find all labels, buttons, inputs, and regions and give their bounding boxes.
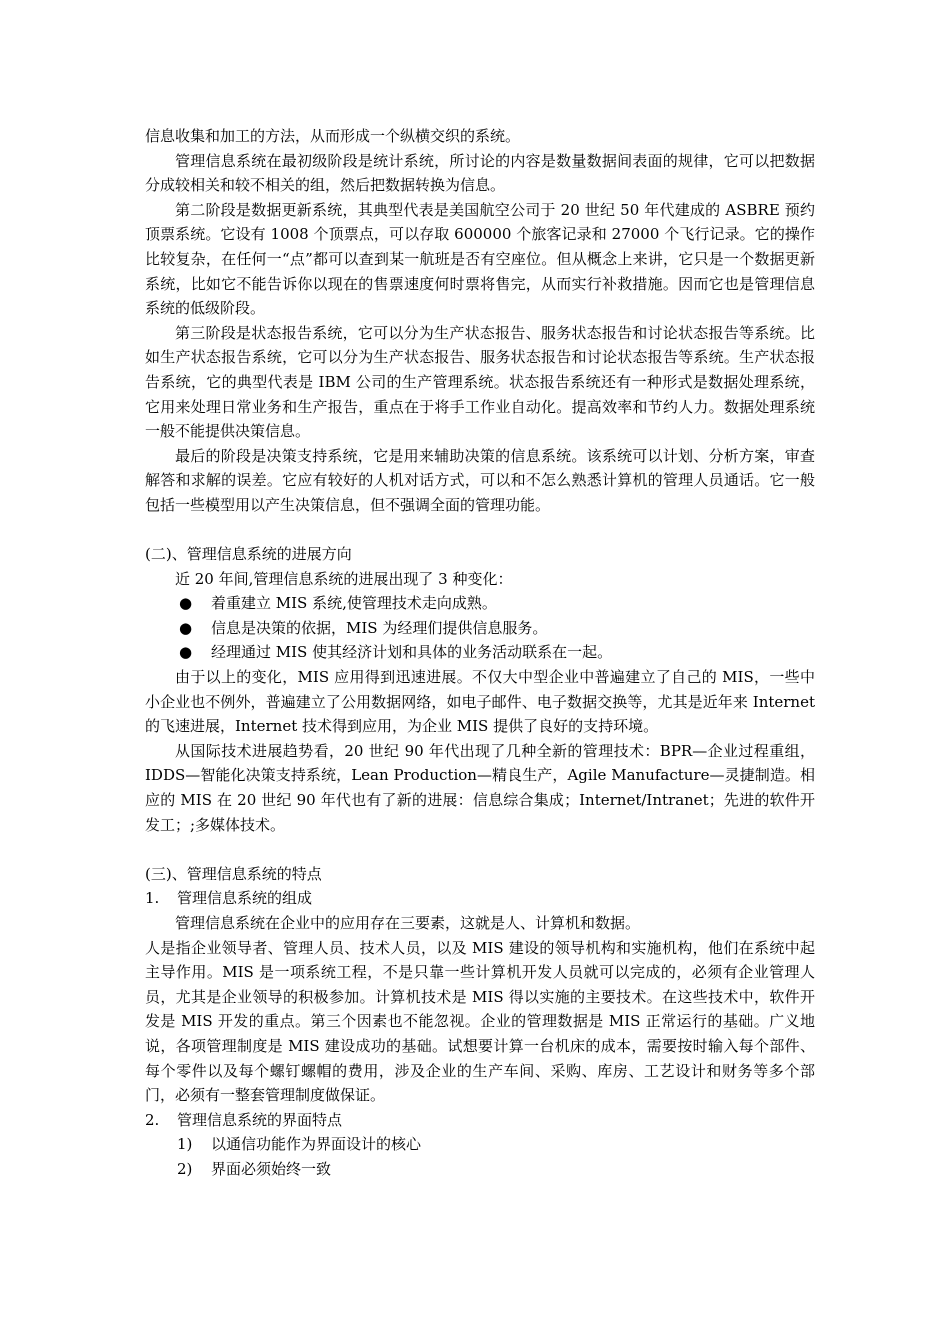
development-paragraph-1: 由于以上的变化，MIS 应用得到迅速进展。不仅大中型企业中普遍建立了自己的 MIS，一些中小企业也不例外，普遍建立了公用数据网络，如电子邮件、电子数据交换等，尤其是近年来 Internet 的飞速进展，Internet 技术得到应用，为企业 MIS 提供了良好的支持环境。 [145, 668, 815, 736]
sub-item-text: 界面必须始终一致 [211, 1159, 332, 1178]
item-number: 2. [145, 1110, 160, 1129]
sub-list-item [145, 1157, 815, 1182]
bullet-item [145, 591, 815, 616]
paragraph-stage-1: 管理信息系统在最初级阶段是统计系统，所讨论的内容是数量数据间表面的规律，它可以把数据分成较相关和较不相关的组，然后把数据转换为信息。 [145, 151, 815, 195]
item-number: 1. [145, 889, 160, 908]
blank-line [145, 518, 815, 543]
blank-line [145, 837, 815, 862]
paragraph-continuation: 信息收集和加工的方法，从而形成一个纵横交织的系统。 [145, 127, 521, 145]
bullet-item [145, 640, 815, 665]
composition-paragraph: 人是指企业领导者、管理人员、技术人员，以及 MIS 建设的领导机构和实施机构，他们在系统中起主导作用。MIS 是一项系统工程，不是只靠一些计算机开发人员就可以完成的，必须有企业管理人员，尤其是企业领导的积极参加。计算机技术是 MIS 得以实施的主要技术。在这些技术中，软件开发是 MIS 开发的重点。第三个因素也不能忽视。企业的管理数据是 MIS 正常运行的基础。广义地说，各项管理制度是 MIS 建设成功的基础。试想要计算一台机床的成本，需要按时输入每个部件、每个零件以及每个螺钉螺帽的费用，涉及企业的生产车间、采购、库房、工艺设计和财务等多个部门，必须有一整套管理制度做保证。 [145, 938, 815, 1105]
bullet-text: 着重建立 MIS 系统,使管理技术走向成熟。 [211, 594, 497, 613]
section-heading-development: (二)、管理信息系统的进展方向 [145, 545, 352, 564]
bullet-icon: ● [179, 594, 193, 613]
item-title: 管理信息系统的界面特点 [177, 1110, 343, 1129]
bullet-text: 信息是决策的依据，MIS 为经理们提供信息服务。 [211, 618, 548, 637]
sub-list-item [145, 1132, 815, 1157]
bullet-icon: ● [179, 643, 193, 662]
paragraph-stage-2: 第二阶段是数据更新系统，其典型代表是美国航空公司于 20 世纪 50 年代建成的 ASBRE 预约顶票系统。它设有 1008 个顶票点，可以存取 600000 个旅客记录和 27000 个飞行记录。它的操作比较复杂，在任何一“点”都可以查到某一航班是否有空座位。但从概念上来讲，它只是一个数据更新系统，比如它不能告诉你以现在的售票速度何时票将售完，从而实行补救措施。因而它也是管理信息系统的低级阶段。 [145, 200, 815, 318]
item-title: 管理信息系统的组成 [177, 889, 313, 908]
sub-item-number: 1) [177, 1135, 193, 1154]
paragraph-stage-4: 最后的阶段是决策支持系统，它是用来辅助决策的信息系统。该系统可以计划、分析方案，审查解答和求解的误差。它应有较好的人机对话方式，可以和不怎么熟悉计算机的管理人员通话。它一般包括一些模型用以产生决策信息，但不强调全面的管理功能。 [145, 446, 815, 514]
numbered-heading-interface [145, 1108, 815, 1133]
bullet-item [145, 616, 815, 641]
bullet-text: 经理通过 MIS 使其经济计划和具体的业务活动联系在一起。 [211, 643, 613, 662]
paragraph-stage-3: 第三阶段是状态报告系统，它可以分为生产状态报告、服务状态报告和讨论状态报告等系统。比如生产状态报告系统，它可以分为生产状态报告、服务状态报告和讨论状态报告等系统。生产状态报告系统，它的典型代表是 IBM 公司的生产管理系统。状态报告系统还有一种形式是数据处理系统，它用来处理日常业务和生产报告，重点在于将手工作业自动化。提高效率和节约人力。数据处理系统一般不能提供决策信息。 [145, 323, 815, 441]
development-paragraph-2: 从国际技术进展趋势看，20 世纪 90 年代出现了几种全新的管理技术：BPR—企业过程重组，IDDS—智能化决策支持系统，Lean Production—精良生产，Agile Manufacture—灵捷制造。相应的 MIS 在 20 世纪 90 年代也有了新的进展：信息综合集成；Internet/Intranet；先进的软件开发工；;多媒体技术。 [145, 741, 815, 834]
section-heading-features: (三)、管理信息系统的特点 [145, 864, 322, 883]
document-page [145, 124, 815, 1182]
development-intro: 近 20 年间,管理信息系统的进展出现了 3 种变化： [175, 569, 513, 588]
numbered-heading-composition [145, 886, 815, 911]
composition-intro: 管理信息系统在企业中的应用存在三要素，这就是人、计算机和数据。 [175, 914, 641, 932]
sub-item-text: 以通信功能作为界面设计的核心 [211, 1135, 422, 1154]
sub-item-number: 2) [177, 1159, 193, 1178]
bullet-icon: ● [179, 618, 193, 637]
